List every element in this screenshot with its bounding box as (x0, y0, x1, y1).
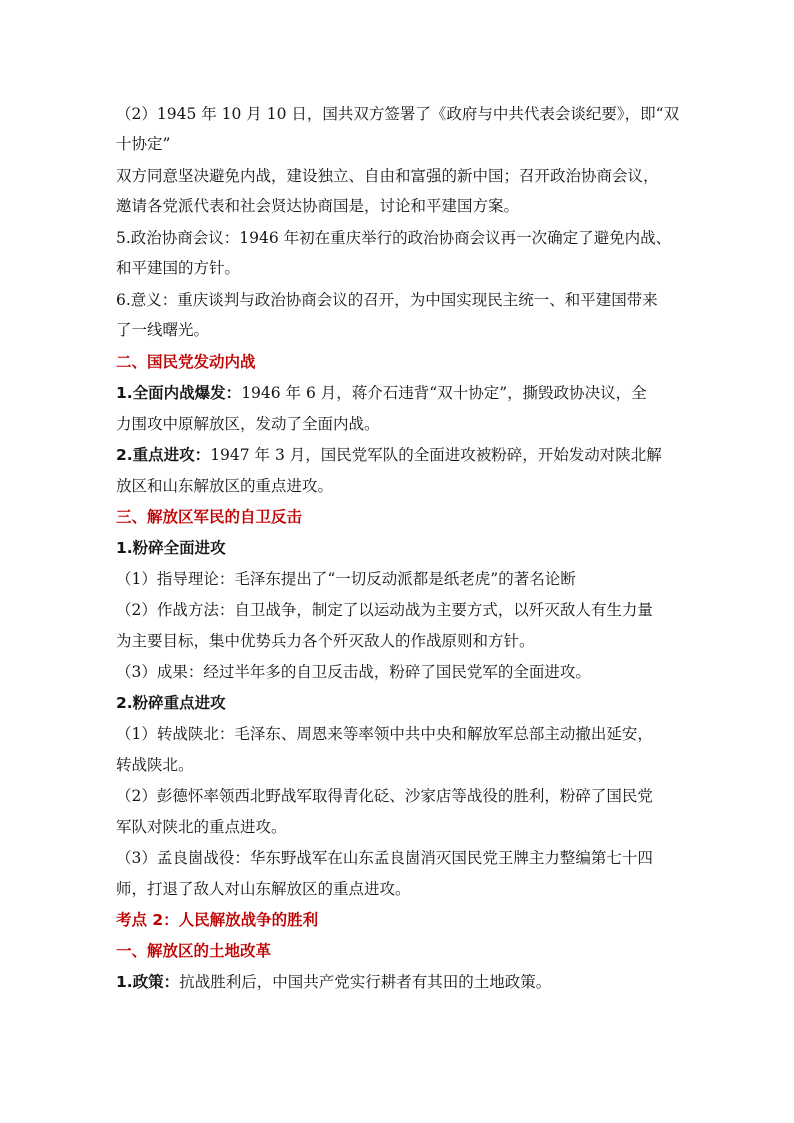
text-line (116, 445, 662, 465)
item-label: 1.全面内战爆发： (116, 384, 242, 402)
item-text: 抗战胜利后，中国共产党实行耕者有其田的土地政策。 (179, 973, 552, 991)
text-line: 转战陕北。 (116, 756, 194, 774)
text-line: （3）成果：经过半年多的自卫反击战，粉碎了国民党军的全面进攻。 (116, 663, 591, 681)
text-line: 军队对陕北的重点进攻。 (116, 818, 287, 836)
subheading: 1.粉碎全面进攻 (116, 539, 226, 557)
section-heading: 二、国民党发动内战 (116, 353, 256, 371)
text-line: 5.政治协商会议：1946 年初在重庆举行的政治协商会议再一次确定了避免内战、 (116, 229, 672, 247)
text-line: 和平建国的方针。 (116, 259, 241, 277)
text-line: （1）指导理论：毛泽东提出了“一切反动派都是纸老虎”的著名论断 (116, 570, 576, 588)
text-line: 十协定” (116, 135, 171, 153)
section-heading: 一、解放区的土地改革 (116, 942, 272, 960)
item-text: 1946 年 6 月，蒋介石违背“双十协定”，撕毁政协决议，全 (241, 384, 647, 402)
item-text: 1947 年 3 月，国民党军队的全面进攻被粉碎，开始发动对陕北解 (210, 446, 662, 464)
section-heading: 考点 2：人民解放战争的胜利 (116, 911, 319, 929)
text-line: 双方同意坚决避免内战，建设独立、自由和富强的新中国；召开政治协商会议， (116, 167, 659, 185)
text-line: （3）孟良崮战役：华东野战军在山东孟良崮消灭国民党王牌主力整编第七十四 (116, 849, 653, 867)
text-line: 为主要目标，集中优势兵力各个歼灭敌人的作战原则和方针。 (116, 632, 535, 650)
item-label: 1.政策： (116, 973, 180, 991)
text-line: （2）作战方法：自卫战争，制定了以运动战为主要方式，以歼灭敌人有生力量 (116, 601, 653, 619)
text-line: 师，打退了敌人对山东解放区的重点进攻。 (116, 880, 411, 898)
text-line: （2）1945 年 10 月 10 日，国共双方签署了《政府与中共代表会谈纪要》，即“双 (116, 105, 680, 123)
text-line: （2）彭德怀率领西北野战军取得青化砭、沙家店等战役的胜利，粉碎了国民党 (116, 787, 653, 805)
text-line: （1）转战陕北：毛泽东、周恩来等率领中共中央和解放军总部主动撤出延安， (116, 725, 653, 743)
item-label: 2.重点进攻： (116, 446, 211, 464)
text-line: 放区和山东解放区的重点进攻。 (116, 477, 334, 495)
section-heading: 三、解放区军民的自卫反击 (116, 508, 303, 526)
text-line (116, 972, 551, 992)
text-line: 邀请各党派代表和社会贤达协商国是，讨论和平建国方案。 (116, 197, 520, 215)
text-line (116, 383, 647, 403)
text-line: 6.意义：重庆谈判与政治协商会议的召开，为中国实现民主统一、和平建国带来 (116, 291, 658, 309)
text-line: 了一线曙光。 (116, 321, 210, 339)
subheading: 2.粉碎重点进攻 (116, 694, 226, 712)
text-line: 力围攻中原解放区，发动了全面内战。 (116, 415, 380, 433)
